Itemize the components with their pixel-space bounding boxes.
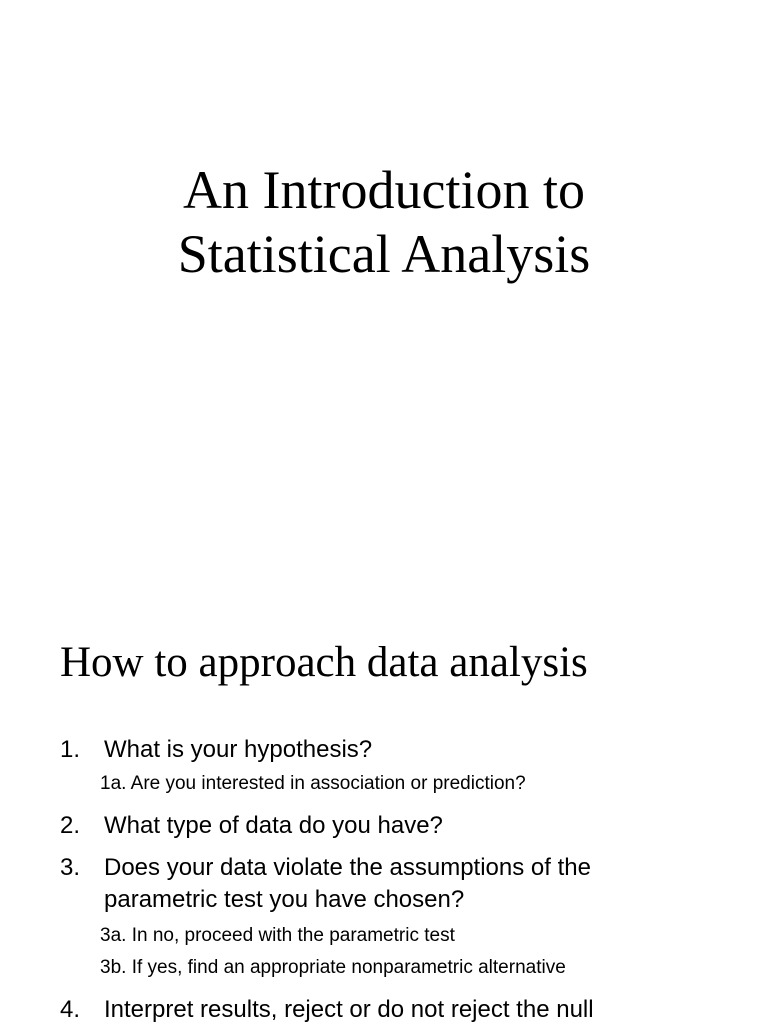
list-item-text: Does your data violate the assumptions of the xyxy=(104,854,591,881)
list-number: 3. xyxy=(60,854,81,881)
list-number: 4. xyxy=(60,996,81,1023)
slide-title xyxy=(0,158,768,286)
section-heading: How to approach data analysis xyxy=(60,639,588,686)
sub-item-1a: 1a. Are you interested in association or prediction? xyxy=(100,773,526,794)
list-item-text: What type of data do you have? xyxy=(104,812,443,839)
list-item-text: What is your hypothesis? xyxy=(104,736,373,763)
sub-item-3b: 3b. If yes, find an appropriate nonparametric alternative xyxy=(100,957,566,978)
title-line-1: An Introduction to xyxy=(183,160,585,220)
title-line-2: Statistical Analysis xyxy=(177,224,591,284)
list-item-text: Interpret results, reject or do not reject the null xyxy=(104,996,594,1023)
list-number: 1. xyxy=(60,736,81,763)
sub-item-3a: 3a. In no, proceed with the parametric test xyxy=(100,925,455,946)
list-number: 2. xyxy=(60,812,81,839)
list-item-text-continued: parametric test you have chosen? xyxy=(104,886,465,913)
